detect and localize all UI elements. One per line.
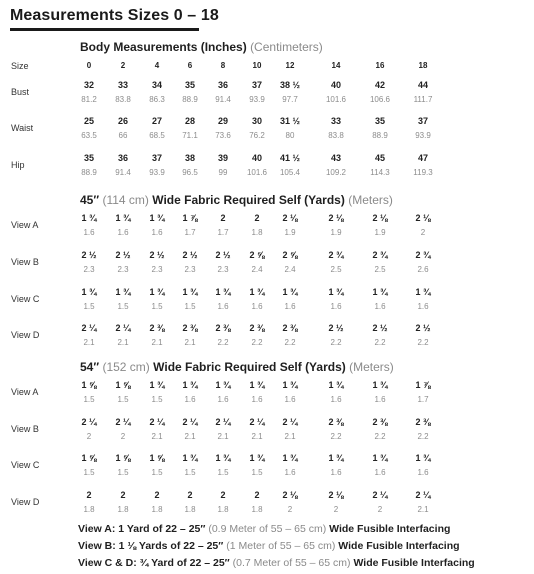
body-measurements-heading <box>80 40 323 54</box>
fabric-45-imperial-value: 2 ½ <box>182 250 198 260</box>
fabric-54-imperial-value: 2 <box>220 490 226 500</box>
body-metric-value: 63.5 <box>81 131 97 140</box>
fabric-54-imperial-value: 2 <box>187 490 193 500</box>
fabric-54-imperial-value: 2 ⅜ <box>415 417 431 427</box>
fabric-54-metric-value: 1.5 <box>217 468 229 477</box>
fabric-45-metric-value: 2.2 <box>374 338 386 347</box>
fabric-54-imperial-value: 2 <box>86 490 92 500</box>
fabric-45-metric-value: 1.6 <box>217 302 229 311</box>
fabric-45-imperial-value: 2 <box>254 213 260 223</box>
body-imperial-value: 38 ½ <box>279 80 301 90</box>
note-suffix: Wide Fusible Interfacing <box>329 523 451 535</box>
body-metric-value: 97.7 <box>282 95 298 104</box>
body-imperial-value: 31 ½ <box>279 116 301 126</box>
fabric-54-imperial-value: 2 ¼ <box>115 417 131 427</box>
fabric-45-width: 45″ <box>80 193 100 207</box>
fabric-54-metric-value: 2.2 <box>374 432 386 441</box>
body-row-label: Bust <box>11 87 30 97</box>
fabric-45-imperial-value: 2 ½ <box>149 250 165 260</box>
fabric-54-row-label: View D <box>11 497 40 507</box>
fabric-45-metric-value: 2.2 <box>417 338 429 347</box>
body-imperial-value: 30 <box>251 116 262 126</box>
size-header-cell: 12 <box>285 61 295 70</box>
body-imperial-value: 37 <box>417 116 428 126</box>
fabric-54-metric-value: 2 <box>287 505 293 514</box>
body-metric-value: 93.9 <box>415 131 431 140</box>
body-row-label: Hip <box>11 160 25 170</box>
fabric-54-imperial-value: 1 ¾ <box>249 453 265 463</box>
body-imperial-value: 32 <box>83 80 94 90</box>
fabric-54-imperial-value: 1 ⅝ <box>115 453 131 463</box>
page-title: Measurements Sizes 0 – 18 <box>10 7 219 24</box>
body-imperial-value: 25 <box>83 116 94 126</box>
body-metric-value: 83.8 <box>115 95 131 104</box>
fabric-45-imperial-value: 1 ¾ <box>115 287 131 297</box>
fabric-54-imperial-value: 1 ¾ <box>182 453 198 463</box>
note-metric: (0.9 Meter of 55 – 65 cm) <box>208 523 327 535</box>
body-metric-value: 73.6 <box>215 131 231 140</box>
fabric-54-imperial-value: 1 ¾ <box>282 380 298 390</box>
fabric-45-imperial-value: 2 ⅜ <box>215 323 231 333</box>
fabric-54-imperial-value: 2 ¼ <box>372 490 388 500</box>
fabric-45-metric-value: 1.6 <box>83 228 95 237</box>
fabric-45-imperial-value: 1 ¾ <box>81 213 97 223</box>
fabric-45-imperial-value: 1 ¾ <box>282 287 298 297</box>
fabric-54-metric-value: 2.1 <box>284 432 296 441</box>
fabric-54-imperial-value: 1 ⅝ <box>81 380 97 390</box>
fabric-54-imperial-value: 1 ¾ <box>415 453 431 463</box>
body-imperial-value: 44 <box>417 80 428 90</box>
fabric-45-imperial-value: 2 ¾ <box>328 250 344 260</box>
fabric-45-metric-value: 1.5 <box>184 302 196 311</box>
body-imperial-value: 35 <box>374 116 385 126</box>
fabric-54-metric-value: 1.5 <box>117 468 129 477</box>
fabric-45-imperial-value: 1 ¾ <box>149 213 165 223</box>
fabric-54-metric-value: 2 <box>333 505 339 514</box>
fabric-45-metric-value: 1.6 <box>374 302 386 311</box>
fabric-45-imperial-value: 1 ¾ <box>415 287 431 297</box>
fabric-54-metric-value: 1.6 <box>417 468 429 477</box>
fabric-45-imperial-value: 1 ¾ <box>249 287 265 297</box>
size-header-cell: 6 <box>187 61 193 70</box>
fabric-45-metric-value: 1.9 <box>330 228 342 237</box>
fabric-45-metric-value: 1.6 <box>151 228 163 237</box>
fabric-54-metric-value: 2.2 <box>330 432 342 441</box>
body-metric-value: 91.4 <box>215 95 231 104</box>
note-text: View A: 1 Yard of 22 – 25″ <box>78 523 206 535</box>
fabric-45-imperial-value: 2 ¼ <box>81 323 97 333</box>
fabric-45-metric-value: 1.5 <box>83 302 95 311</box>
fabric-45-metric-value: 1.6 <box>117 228 129 237</box>
interfacing-note-view-cd <box>78 557 475 569</box>
fabric-45-metric-value: 2.5 <box>374 265 386 274</box>
fabric-54-metric-value: 2.1 <box>151 432 163 441</box>
fabric-45-row-label: View A <box>11 220 39 230</box>
fabric-54-metric-value: 1.8 <box>217 505 229 514</box>
fabric-45-imperial-value: 1 ¾ <box>215 287 231 297</box>
fabric-54-heading-main: Wide Fabric Required Self (Yards) <box>153 360 346 374</box>
fabric-54-metric-value: 1.6 <box>330 395 342 404</box>
fabric-54-metric-value: 1.8 <box>117 505 129 514</box>
body-heading-alt: (Centimeters) <box>250 40 323 54</box>
fabric-45-metric-value: 2.6 <box>417 265 429 274</box>
body-imperial-value: 37 <box>251 80 262 90</box>
body-metric-value: 109.2 <box>325 168 347 177</box>
note-metric: (1 Meter of 55 – 65 cm) <box>226 540 336 552</box>
fabric-45-metric-value: 2.1 <box>151 338 163 347</box>
body-imperial-value: 39 <box>217 153 228 163</box>
fabric-54-imperial-value: 1 ¾ <box>182 380 198 390</box>
size-header-cell: 2 <box>120 61 126 70</box>
body-metric-value: 101.6 <box>246 168 268 177</box>
body-imperial-value: 42 <box>374 80 385 90</box>
size-header-cell: 0 <box>86 61 92 70</box>
fabric-45-metric-value: 2.3 <box>151 265 163 274</box>
fabric-45-imperial-value: 1 ¾ <box>115 213 131 223</box>
fabric-54-imperial-value: 2 <box>120 490 126 500</box>
fabric-54-metric-value: 1.6 <box>374 468 386 477</box>
fabric-45-imperial-value: 1 ¾ <box>81 287 97 297</box>
body-metric-value: 88.9 <box>81 168 97 177</box>
size-header-cell: 10 <box>252 61 262 70</box>
fabric-54-imperial-value: 1 ⅝ <box>115 380 131 390</box>
fabric-54-metric-value: 2.1 <box>217 432 229 441</box>
fabric-54-metric-value: 2 <box>120 432 126 441</box>
body-metric-value: 80 <box>285 131 295 140</box>
interfacing-note-view-a <box>78 523 450 535</box>
fabric-45-metric-value: 2.2 <box>284 338 296 347</box>
fabric-45-imperial-value: 2 ⅛ <box>328 213 344 223</box>
fabric-54-imperial-value: 2 ¼ <box>182 417 198 427</box>
body-metric-value: 91.4 <box>115 168 131 177</box>
fabric-45-metric-value: 2.3 <box>184 265 196 274</box>
fabric-54-imperial-value: 1 ¾ <box>282 453 298 463</box>
fabric-54-heading <box>80 360 394 374</box>
body-metric-value: 83.8 <box>328 131 344 140</box>
body-imperial-value: 34 <box>151 80 162 90</box>
fabric-54-metric-value: 1.6 <box>284 468 296 477</box>
fabric-54-imperial-value: 1 ¾ <box>149 380 165 390</box>
size-header-cell: 16 <box>375 61 385 70</box>
fabric-54-imperial-value: 1 ⅞ <box>415 380 431 390</box>
fabric-45-imperial-value: 2 ⅝ <box>249 250 265 260</box>
body-metric-value: 96.5 <box>182 168 198 177</box>
body-imperial-value: 47 <box>417 153 428 163</box>
body-metric-value: 93.9 <box>149 168 165 177</box>
fabric-45-imperial-value: 2 ⅜ <box>249 323 265 333</box>
fabric-54-width-cm: (152 cm) <box>102 360 150 374</box>
fabric-45-metric-value: 2.3 <box>83 265 95 274</box>
fabric-54-imperial-value: 1 ¾ <box>372 453 388 463</box>
fabric-54-metric-value: 1.5 <box>83 395 95 404</box>
fabric-54-imperial-value: 2 <box>154 490 160 500</box>
body-metric-value: 93.9 <box>249 95 265 104</box>
note-metric: (0.7 Meter of 55 – 65 cm) <box>232 557 351 569</box>
body-imperial-value: 45 <box>374 153 385 163</box>
body-imperial-value: 43 <box>330 153 341 163</box>
note-suffix: Wide Fusible Interfacing <box>353 557 475 569</box>
body-imperial-value: 33 <box>330 116 341 126</box>
size-label: Size <box>11 61 29 71</box>
body-metric-value: 114.3 <box>370 168 390 177</box>
body-metric-value: 68.5 <box>149 131 165 140</box>
body-row-label: Waist <box>11 123 34 133</box>
fabric-45-imperial-value: 2 ½ <box>115 250 131 260</box>
body-metric-value: 111.7 <box>413 95 433 104</box>
body-metric-value: 88.9 <box>372 131 388 140</box>
fabric-54-imperial-value: 2 ⅜ <box>328 417 344 427</box>
fabric-54-metric-value: 1.5 <box>184 468 196 477</box>
body-metric-value: 81.2 <box>81 95 97 104</box>
fabric-54-imperial-value: 2 ¼ <box>249 417 265 427</box>
fabric-45-row-label: View C <box>11 294 40 304</box>
fabric-54-metric-value: 1.8 <box>184 505 196 514</box>
size-header-cell: 4 <box>154 61 160 70</box>
fabric-45-metric-value: 1.5 <box>151 302 163 311</box>
fabric-45-metric-value: 2.4 <box>284 265 296 274</box>
fabric-54-metric-value: 2 <box>86 432 92 441</box>
body-metric-value: 86.3 <box>149 95 165 104</box>
fabric-45-metric-value: 2.3 <box>117 265 129 274</box>
body-metric-value: 101.6 <box>325 95 347 104</box>
fabric-45-imperial-value: 1 ⅞ <box>182 213 198 223</box>
fabric-54-metric-value: 1.5 <box>83 468 95 477</box>
fabric-54-imperial-value: 2 ¼ <box>81 417 97 427</box>
body-metric-value: 88.9 <box>182 95 198 104</box>
fabric-45-metric-value: 2.1 <box>83 338 95 347</box>
fabric-54-metric-value: 2.1 <box>251 432 263 441</box>
fabric-45-imperial-value: 2 ½ <box>415 323 431 333</box>
fabric-45-imperial-value: 2 <box>220 213 226 223</box>
body-imperial-value: 26 <box>117 116 128 126</box>
title-underline <box>10 28 199 31</box>
fabric-54-imperial-value: 1 ⅝ <box>81 453 97 463</box>
fabric-54-metric-value: 2 <box>377 505 383 514</box>
fabric-45-metric-value: 1.6 <box>251 302 263 311</box>
fabric-54-metric-value: 1.6 <box>251 395 263 404</box>
body-metric-value: 66 <box>118 131 128 140</box>
body-imperial-value: 29 <box>217 116 228 126</box>
body-imperial-value: 35 <box>83 153 94 163</box>
fabric-45-metric-value: 1.6 <box>284 302 296 311</box>
fabric-54-metric-value: 1.6 <box>217 395 229 404</box>
fabric-54-metric-value: 1.6 <box>330 468 342 477</box>
fabric-54-imperial-value: 2 ¼ <box>282 417 298 427</box>
fabric-54-imperial-value: 2 <box>254 490 260 500</box>
fabric-45-imperial-value: 2 ⅜ <box>182 323 198 333</box>
fabric-54-metric-value: 1.6 <box>184 395 196 404</box>
fabric-45-imperial-value: 2 ⅛ <box>282 213 298 223</box>
fabric-54-metric-value: 1.7 <box>417 395 429 404</box>
fabric-54-row-label: View A <box>11 387 39 397</box>
fabric-45-imperial-value: 2 ¼ <box>115 323 131 333</box>
body-imperial-value: 33 <box>117 80 128 90</box>
fabric-45-metric-value: 2.2 <box>217 338 229 347</box>
fabric-54-metric-value: 1.5 <box>117 395 129 404</box>
fabric-45-metric-value: 2.5 <box>330 265 342 274</box>
fabric-54-metric-value: 1.6 <box>284 395 296 404</box>
fabric-45-imperial-value: 1 ¾ <box>149 287 165 297</box>
body-metric-value: 71.1 <box>182 131 198 140</box>
body-metric-value: 105.4 <box>279 168 301 177</box>
body-imperial-value: 35 <box>184 80 195 90</box>
fabric-45-imperial-value: 2 ⅜ <box>149 323 165 333</box>
fabric-45-imperial-value: 2 ½ <box>372 323 388 333</box>
fabric-45-imperial-value: 2 ¾ <box>372 250 388 260</box>
fabric-45-imperial-value: 1 ¾ <box>328 287 344 297</box>
fabric-45-metric-value: 2.4 <box>251 265 263 274</box>
fabric-45-metric-value: 1.7 <box>184 228 196 237</box>
fabric-54-imperial-value: 1 ⅝ <box>149 453 165 463</box>
fabric-54-imperial-value: 1 ¾ <box>215 380 231 390</box>
body-imperial-value: 40 <box>251 153 262 163</box>
fabric-45-width-cm: (114 cm) <box>102 193 149 207</box>
fabric-54-metric-value: 2.2 <box>417 432 429 441</box>
fabric-45-imperial-value: 2 ½ <box>328 323 344 333</box>
fabric-45-metric-value: 2.2 <box>330 338 342 347</box>
fabric-54-imperial-value: 1 ¾ <box>249 380 265 390</box>
fabric-54-metric-value: 2.1 <box>417 505 429 514</box>
fabric-45-metric-value: 1.9 <box>284 228 296 237</box>
fabric-45-metric-value: 2.2 <box>251 338 263 347</box>
fabric-54-imperial-value: 2 ¼ <box>415 490 431 500</box>
body-imperial-value: 37 <box>151 153 162 163</box>
size-header-cell: 8 <box>220 61 226 70</box>
note-suffix: Wide Fusible Interfacing <box>338 540 460 552</box>
body-metric-value: 76.2 <box>249 131 265 140</box>
fabric-45-imperial-value: 2 ½ <box>215 250 231 260</box>
fabric-54-imperial-value: 2 ⅛ <box>282 490 298 500</box>
fabric-54-metric-value: 1.5 <box>151 468 163 477</box>
fabric-45-row-label: View D <box>11 330 40 340</box>
fabric-54-row-label: View C <box>11 460 40 470</box>
fabric-54-metric-value: 1.8 <box>151 505 163 514</box>
size-header-cell: 18 <box>418 61 428 70</box>
fabric-45-metric-value: 2.1 <box>184 338 196 347</box>
fabric-45-metric-value: 1.9 <box>374 228 386 237</box>
fabric-54-imperial-value: 1 ¾ <box>215 453 231 463</box>
fabric-45-metric-value: 2 <box>420 228 426 237</box>
fabric-54-imperial-value: 2 ⅛ <box>328 490 344 500</box>
fabric-45-metric-value: 2.3 <box>217 265 229 274</box>
body-heading-main: Body Measurements (Inches) <box>80 40 247 54</box>
interfacing-note-view-b <box>78 540 460 552</box>
body-imperial-value: 36 <box>217 80 228 90</box>
fabric-54-imperial-value: 2 ¼ <box>215 417 231 427</box>
fabric-54-metric-value: 1.5 <box>151 395 163 404</box>
fabric-45-imperial-value: 2 ⅜ <box>282 323 298 333</box>
body-imperial-value: 27 <box>151 116 162 126</box>
body-imperial-value: 40 <box>330 80 341 90</box>
body-imperial-value: 28 <box>184 116 195 126</box>
fabric-54-imperial-value: 2 ¼ <box>149 417 165 427</box>
fabric-54-imperial-value: 1 ¾ <box>372 380 388 390</box>
fabric-45-imperial-value: 2 ¾ <box>415 250 431 260</box>
fabric-54-width: 54″ <box>80 360 100 374</box>
body-metric-value: 99 <box>218 168 228 177</box>
fabric-54-metric-value: 1.6 <box>374 395 386 404</box>
fabric-45-metric-value: 2.1 <box>117 338 129 347</box>
body-metric-value: 106.6 <box>369 95 391 104</box>
body-metric-value: 119.3 <box>413 168 433 177</box>
fabric-45-heading <box>80 193 393 207</box>
fabric-45-imperial-value: 2 ⅝ <box>282 250 298 260</box>
fabric-45-metric-value: 1.7 <box>217 228 229 237</box>
fabric-45-imperial-value: 1 ¾ <box>182 287 198 297</box>
fabric-45-metric-value: 1.6 <box>330 302 342 311</box>
fabric-54-heading-alt: (Meters) <box>349 360 394 374</box>
fabric-54-metric-value: 1.8 <box>83 505 95 514</box>
fabric-54-imperial-value: 2 ⅜ <box>372 417 388 427</box>
fabric-45-heading-main: Wide Fabric Required Self (Yards) <box>152 193 345 207</box>
note-text: View B: 1 ⅛ Yards of 22 – 25″ <box>78 540 224 552</box>
fabric-45-heading-alt: (Meters) <box>348 193 393 207</box>
note-text: View C & D: ¾ Yard of 22 – 25″ <box>78 557 230 569</box>
fabric-54-imperial-value: 1 ¾ <box>328 453 344 463</box>
fabric-45-metric-value: 1.8 <box>251 228 263 237</box>
fabric-54-metric-value: 1.8 <box>251 505 263 514</box>
fabric-54-row-label: View B <box>11 424 39 434</box>
body-imperial-value: 36 <box>117 153 128 163</box>
fabric-54-metric-value: 2.1 <box>184 432 196 441</box>
fabric-54-metric-value: 1.5 <box>251 468 263 477</box>
fabric-54-imperial-value: 1 ¾ <box>328 380 344 390</box>
size-header-cell: 14 <box>331 61 341 70</box>
body-imperial-value: 38 <box>184 153 195 163</box>
fabric-45-imperial-value: 2 ½ <box>81 250 97 260</box>
fabric-45-row-label: View B <box>11 257 39 267</box>
fabric-45-imperial-value: 2 ⅛ <box>415 213 431 223</box>
fabric-45-imperial-value: 2 ⅛ <box>372 213 388 223</box>
body-imperial-value: 41 ½ <box>279 153 301 163</box>
fabric-45-imperial-value: 1 ¾ <box>372 287 388 297</box>
fabric-45-metric-value: 1.6 <box>417 302 429 311</box>
fabric-45-metric-value: 1.5 <box>117 302 129 311</box>
